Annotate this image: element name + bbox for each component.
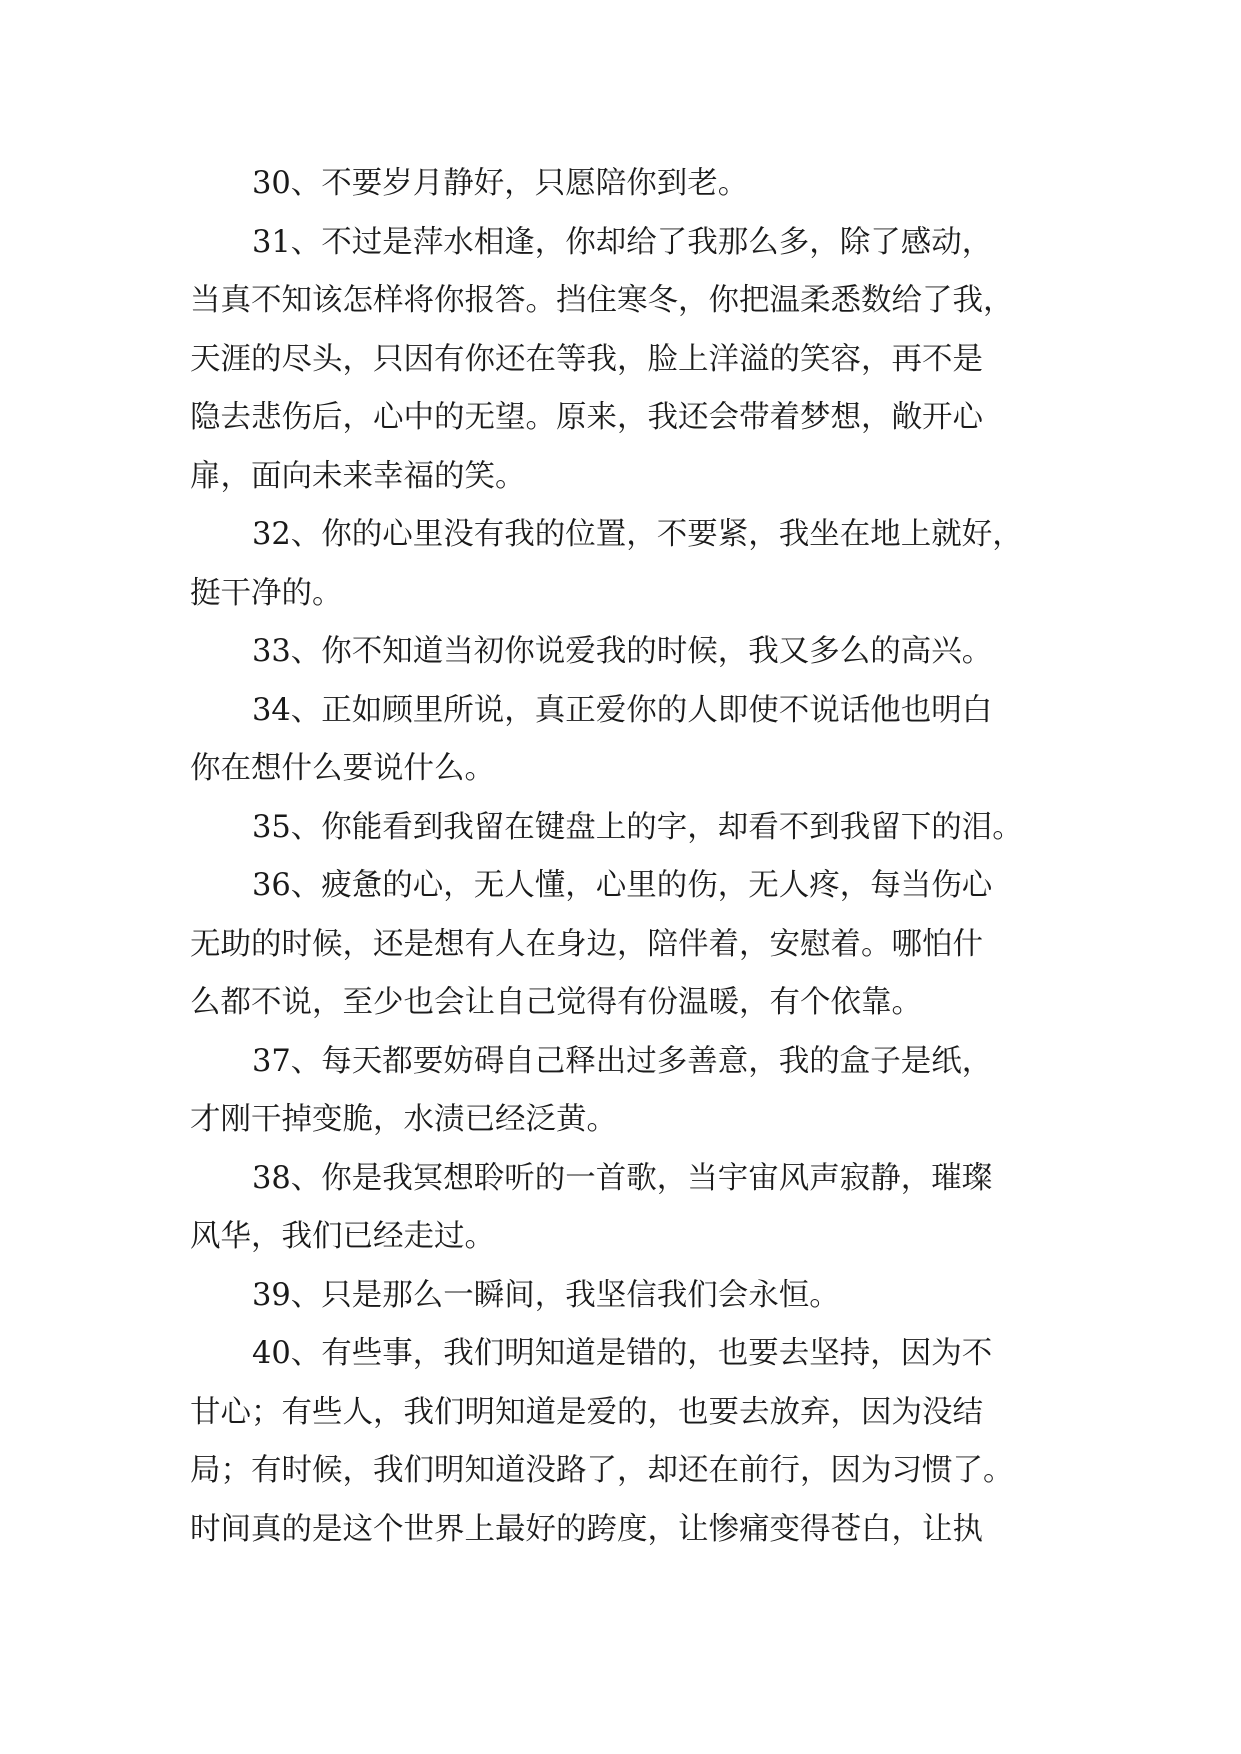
text-line: 37、每天都要妨碍自己释出过多善意，我的盒子是纸， bbox=[252, 1043, 993, 1079]
text-line: 天涯的尽头，只因有你还在等我，脸上洋溢的笑容，再不是 bbox=[190, 341, 983, 377]
text-line: 局；有时候，我们明知道没路了，却还在前行，因为习惯了。 bbox=[190, 1453, 1014, 1488]
text-line: 才刚干掉变脆，水渍已经泛黄。 bbox=[190, 1102, 617, 1137]
text-line: 隐去悲伤后，心中的无望。原来，我还会带着梦想，敞开心 bbox=[190, 400, 983, 435]
text-line: 风华，我们已经走过。 bbox=[190, 1219, 495, 1254]
text-line: 无助的时候，还是想有人在身边，陪伴着，安慰着。哪怕什 bbox=[190, 926, 983, 962]
text-line: 39、只是那么一瞬间，我坚信我们会永恒。 bbox=[252, 1277, 840, 1313]
document-body bbox=[190, 155, 1050, 1559]
text-line: 当真不知该怎样将你报答。挡住寒冬，你把温柔悉数给了我， bbox=[190, 283, 1014, 318]
text-line: 甘心；有些人，我们明知道是爱的，也要去放弃，因为没结 bbox=[190, 1394, 983, 1430]
text-line: 34、正如顾里所说，真正爱你的人即使不说话他也明白 bbox=[252, 692, 993, 728]
text-line: 挺干净的。 bbox=[190, 575, 343, 611]
text-line: 40、有些事，我们明知道是错的，也要去坚持，因为不 bbox=[252, 1336, 993, 1371]
text-line: 你在想什么要说什么。 bbox=[190, 751, 495, 786]
text-line: 38、你是我冥想聆听的一首歌，当宇宙风声寂静，璀璨 bbox=[252, 1160, 993, 1196]
text-line: 30、不要岁月静好，只愿陪你到老。 bbox=[252, 166, 749, 201]
text-line: 35、你能看到我留在键盘上的字，却看不到我留下的泪。 bbox=[252, 809, 1023, 845]
text-line: 32、你的心里没有我的位置，不要紧，我坐在地上就好， bbox=[252, 517, 1023, 552]
text-line: 31、不过是萍水相逢，你却给了我那么多，除了感动， bbox=[252, 224, 993, 260]
text-line: 时间真的是这个世界上最好的跨度，让惨痛变得苍白，让执 bbox=[190, 1511, 983, 1547]
text-line: 33、你不知道当初你说爱我的时候，我又多么的高兴。 bbox=[252, 634, 993, 669]
text-line: 么都不说，至少也会让自己觉得有份温暖，有个依靠。 bbox=[190, 985, 922, 1020]
text-line: 36、疲惫的心，无人懂，心里的伤，无人疼，每当伤心 bbox=[252, 868, 993, 903]
text-line: 扉，面向未来幸福的笑。 bbox=[190, 458, 526, 494]
